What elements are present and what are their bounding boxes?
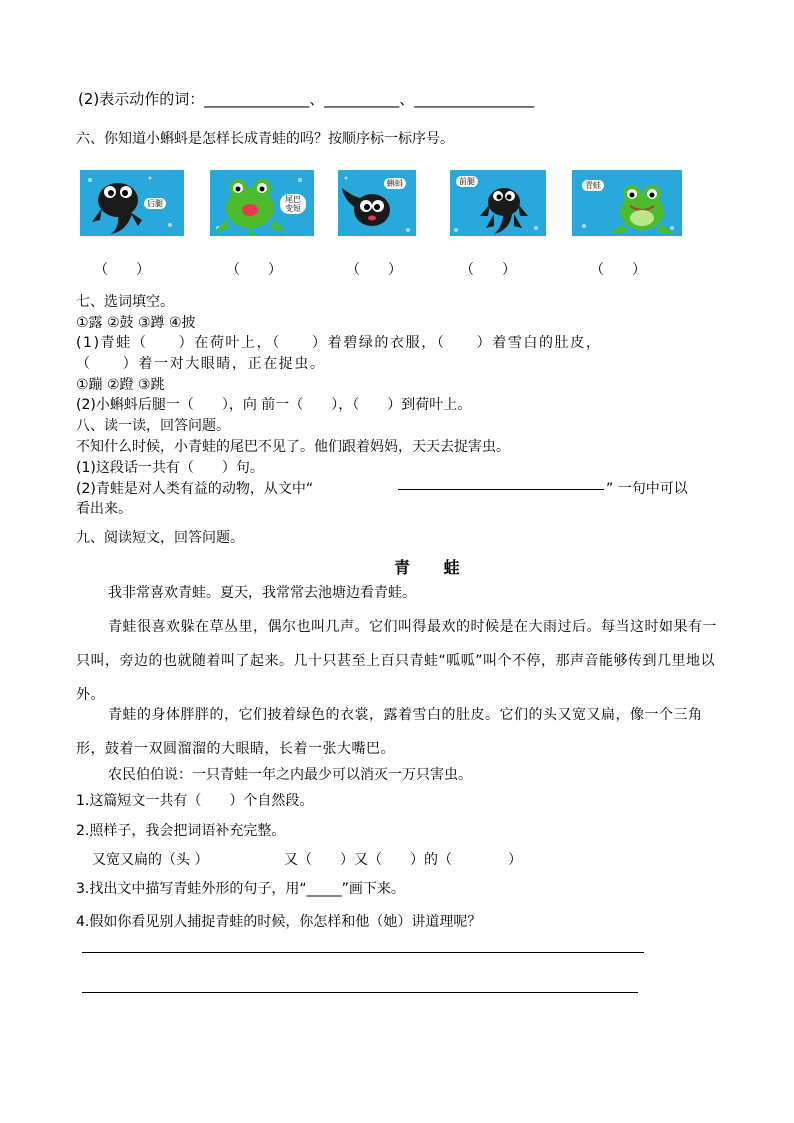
tadpole-front-legs-icon <box>450 170 546 236</box>
verbs-question <box>78 88 534 109</box>
answer-paren-2[interactable]: （ ） <box>226 262 282 278</box>
tadpole-icon <box>338 170 416 236</box>
word-example: 又宽又扁的（头 ） <box>92 852 209 868</box>
answer-paren-5[interactable]: （ ） <box>590 262 646 278</box>
verbs-label: (2)表示动作的词： <box>78 90 205 108</box>
tadpole-back-legs-icon <box>80 170 184 236</box>
fill-question-1-line1[interactable]: (1)青蛙（ ）在荷叶上，（ ）着碧绿的衣服，（ ）着雪白的肚皮， <box>76 335 602 351</box>
reading-question-3: 3.找出文中描写青蛙外形的句子，用“_____”画下来。 <box>76 881 405 897</box>
bubble-label: 青蛙 <box>582 180 604 191</box>
word-options-1: ①露 ②鼓 ③蹲 ④披 <box>76 315 196 331</box>
section9-heading: 九、阅读短文，回答问题。 <box>76 530 244 546</box>
answer-line-1[interactable] <box>82 952 644 953</box>
verbs-blanks[interactable]: ______________、__________、________________ <box>204 90 535 108</box>
passage-paragraph-1: 我非常喜欢青蛙。夏天，我常常去池塘边看青蛙。 <box>108 585 416 601</box>
fill-question-2[interactable]: (2)小蝌蚪后腿一（ ），向 前一（ ），（ ）到荷叶上。 <box>76 397 472 413</box>
bubble-label: 蝌蚪 <box>384 178 406 189</box>
answer-paren-1[interactable]: （ ） <box>94 262 150 278</box>
word-options-2: ①蹦 ②蹬 ③跳 <box>76 377 165 393</box>
fill-question-1-line2[interactable]: （ ）着一对大眼睛，正在捉虫。 <box>76 356 326 372</box>
bubble-label: 前腿 <box>456 176 478 187</box>
section8-text: 不知什么时候，小青蛙的尾巴不见了。他们跟着妈妈，天天去捉害虫。 <box>76 439 510 455</box>
word-pattern-blank[interactable]: 又（ ）又（ ）的（ ） <box>284 852 522 868</box>
answer-paren-4[interactable]: （ ） <box>460 262 516 278</box>
passage-paragraph-4: 农民伯伯说：一只青蛙一年之内最少可以消灭一万只害虫。 <box>108 767 472 783</box>
section8-question-2-line2: 看出来。 <box>76 501 132 517</box>
section7-heading: 七、选词填空。 <box>76 294 174 310</box>
answer-underline[interactable] <box>398 489 604 490</box>
bubble-label: 后腿 <box>144 198 166 209</box>
answer-line-2[interactable] <box>82 992 638 993</box>
reading-question-4: 4.假如你看见别人捕捉青蛙的时候，你怎样和他（她）讲道理呢？ <box>76 914 482 930</box>
bubble-label: 尾巴变短 <box>280 194 306 214</box>
passage-paragraph-3: 青蛙的身体胖胖的，它们披着绿色的衣裳，露着雪白的肚皮。它们的头又宽又扁，像一个三角形，鼓着一双圆溜溜的大眼睛，长着一张大嘴巴。 <box>76 707 703 757</box>
section8-question-1[interactable]: (1)这段话一共有（ ）句。 <box>76 460 264 476</box>
section6-heading: 六、你知道小蝌蚪是怎样长成青蛙的吗？按顺序标一标序号。 <box>76 131 454 147</box>
passage-paragraph-2: 青蛙很喜欢躲在草丛里，偶尔也叫几声。它们叫得最欢的时候是在大雨过后。每当这时如果有一只叫，旁边的也就随着叫了起来。几十只甚至上百只青蛙“呱呱”叫个不停，那声音能够传到几里地以外。 <box>76 619 717 703</box>
section8-question-2-end: ” 一句中可以 <box>606 481 688 497</box>
frog-short-tail-icon <box>210 170 314 236</box>
section8-heading: 八、读一读，回答问题。 <box>76 418 230 434</box>
reading-question-1[interactable]: 1.这篇短文一共有（ ）个自然段。 <box>76 793 314 809</box>
section8-question-2-start: (2)青蛙是对人类有益的动物，从文中“ <box>76 481 314 497</box>
reading-question-2: 2.照样子，我会把词语补充完整。 <box>76 823 286 839</box>
frog-icon <box>572 170 682 236</box>
passage-title: 青 蛙 <box>394 558 474 577</box>
answer-paren-3[interactable]: （ ） <box>346 262 402 278</box>
